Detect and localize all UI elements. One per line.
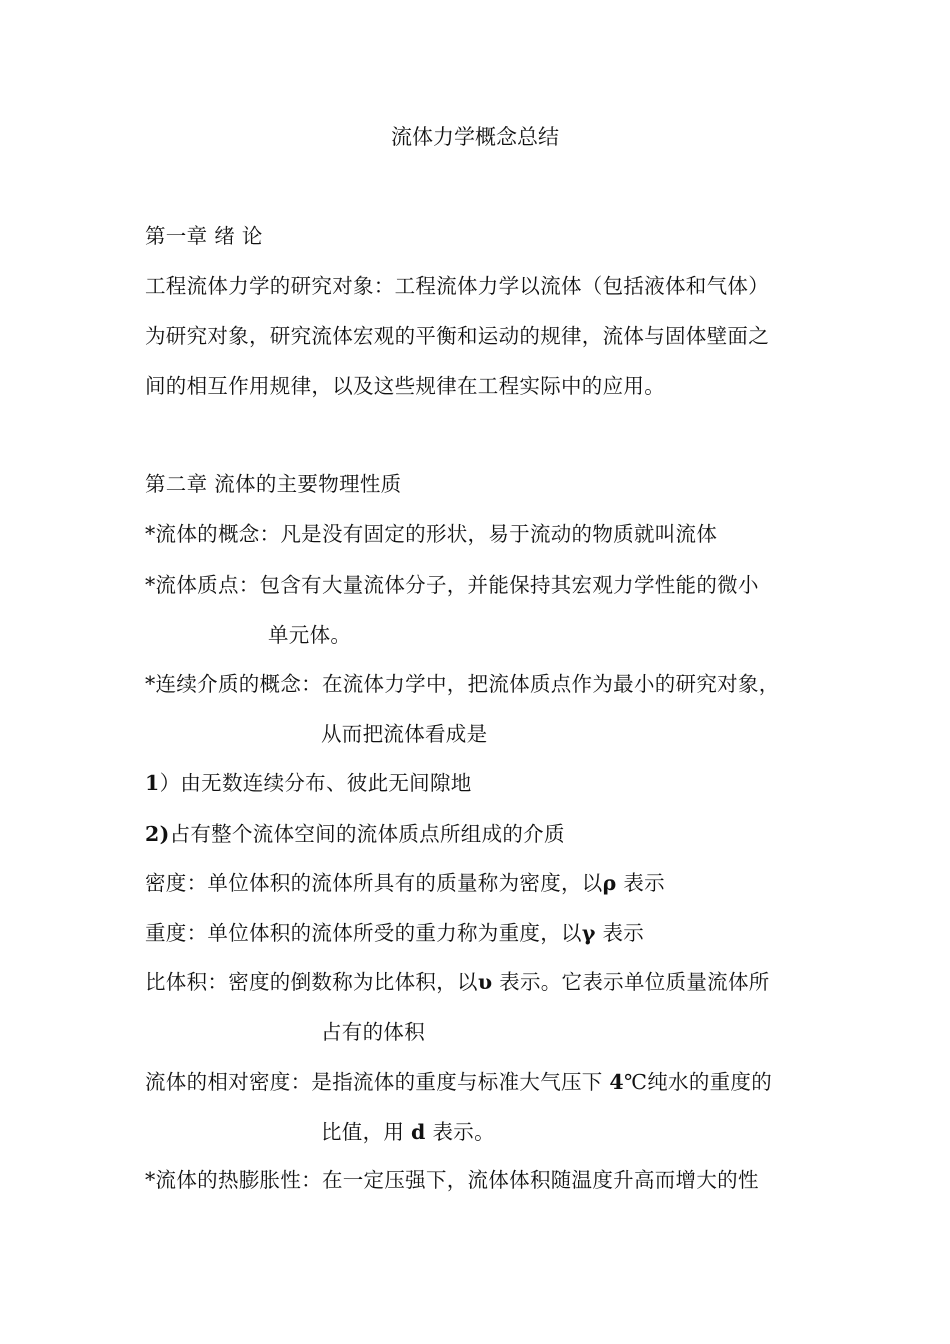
density-definition [145,869,665,897]
list-item-2-number: 2) [145,822,170,846]
chapter-1-heading: 第一章 绪 论 [145,224,263,248]
relative-density-line-2-suffix: 表示。 [425,1120,495,1144]
specific-volume-line-2: 占有的体积 [321,1020,425,1044]
specific-volume-text: 比体积：密度的倒数称为比体积，以 [145,970,478,994]
chapter-2-heading: 第二章 流体的主要物理性质 [145,472,402,496]
fluid-particle-line-2: 单元体。 [268,623,352,647]
density-text: 密度：单位体积的流体所具有的质量称为密度，以 [145,871,603,895]
list-item-2-text: 占有整个流体空间的流体质点所组成的介质 [169,822,565,846]
density-symbol: ρ [602,871,617,895]
specific-volume-symbol: υ [477,970,493,994]
weight-suffix: 表示 [595,921,645,945]
relative-density-line-2-text: 比值，用 [321,1120,412,1144]
document-title: 流体力学概念总结 [391,125,559,149]
continuum-line-1: *连续介质的概念：在流体力学中，把流体质点作为最小的研究对象， [145,672,780,696]
specific-volume-line-1 [145,968,770,996]
chapter-1-paragraph-line-1: 工程流体力学的研究对象：工程流体力学以流体（包括液体和气体） [145,274,769,298]
fluid-concept-line: *流体的概念：凡是没有固定的形状，易于流动的物质就叫流体 [145,522,718,546]
relative-density-text: 流体的相对密度：是指流体的重度与标准大气压下 [145,1070,610,1094]
relative-density-symbol: d [411,1120,426,1144]
relative-density-line-2 [321,1118,495,1146]
weight-definition [145,919,644,947]
relative-density-line-1 [145,1068,772,1096]
relative-density-suffix: ℃纯水的重度的 [624,1070,773,1094]
continuum-line-2: 从而把流体看成是 [321,722,488,746]
chapter-1-paragraph-line-2: 为研究对象，研究流体宏观的平衡和运动的规律，流体与固体壁面之 [145,324,769,348]
fluid-particle-line-1: *流体质点：包含有大量流体分子，并能保持其宏观力学性能的微小 [145,573,759,597]
weight-text: 重度：单位体积的流体所受的重力称为重度，以 [145,921,582,945]
chapter-1-paragraph-line-3: 间的相互作用规律，以及这些规律在工程实际中的应用。 [145,374,665,398]
weight-symbol: γ [581,921,596,945]
list-item-1-number: 1 [145,771,160,795]
density-suffix: 表示 [616,871,665,895]
list-item-2 [145,820,565,848]
relative-density-number: 4 [609,1070,624,1094]
specific-volume-suffix: 表示。它表示单位质量流体所 [492,970,770,994]
list-item-1 [145,769,472,797]
thermal-expansion-line-1: *流体的热膨胀性：在一定压强下，流体体积随温度升高而增大的性 [145,1168,759,1192]
list-item-1-text: ）由无数连续分布、彼此无间隙地 [159,771,472,795]
